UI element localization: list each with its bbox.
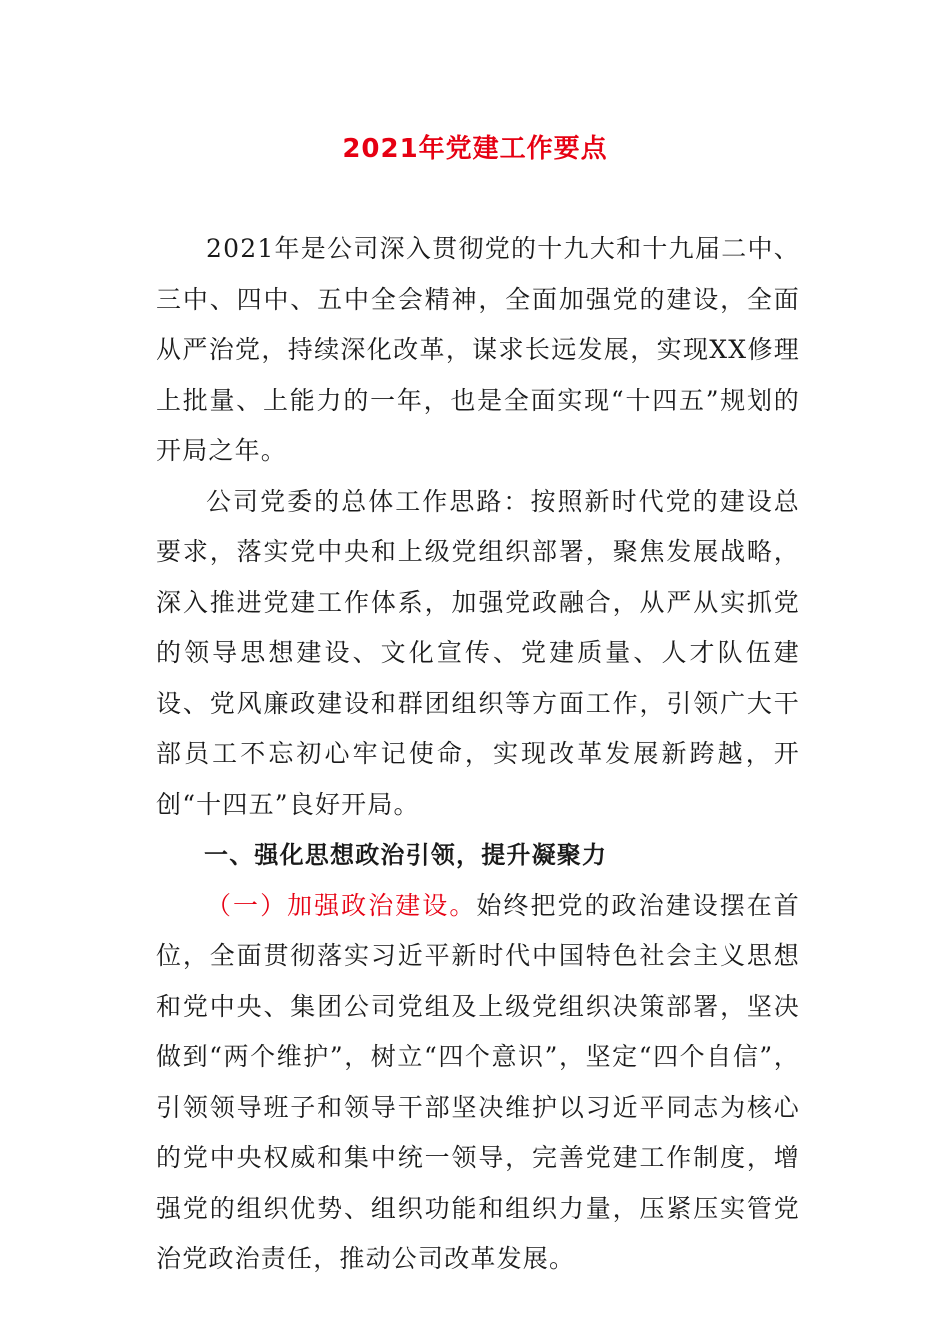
document-body [156,224,800,1285]
item-1-subheading: （一）加强政治建设。 [206,890,477,920]
section-1-heading: 一、强化思想政治引领，提升凝聚力 [204,841,608,869]
section-1-item-1-paragraph [156,881,800,1285]
document-title: 2021年党建工作要点 [342,134,608,164]
item-1-text: 始终把党的政治建设摆在首位，全面贯彻落实习近平新时代中国特色社会主义思想和党中央、集团公司党组及上级党组织决策部署，坚决做到“两个维护”，树立“四个意识”，坚定“四个自信”，引领领导班子和领导干部坚决维护以习近平同志为核心的党中央权威和集中统一领导，完善党建工作制度，增强党的组织优势、组织功能和组织力量，压紧压实管党治党政治责任，推动公司改革发展。 [156,890,800,1273]
overall-approach-paragraph: 公司党委的总体工作思路：按照新时代党的建设总要求，落实党中央和上级党组织部署，聚焦发展战略，深入推进党建工作体系，加强党政融合，从严从实抓党的领导思想建设、文化宣传、党建质量、人才队伍建设、党风廉政建设和群团组织等方面工作，引领广大干部员工不忘初心牢记使命，实现改革发展新跨越，开创“十四五”良好开局。 [156,486,800,819]
intro-paragraph: 2021年是公司深入贯彻党的十九大和十九届二中、三中、四中、五中全会精神，全面加强党的建设，全面从严治党，持续深化改革，谋求长远发展，实现XX修理上批量、上能力的一年，也是全面实现“十四五”规划的开局之年。 [156,234,800,465]
